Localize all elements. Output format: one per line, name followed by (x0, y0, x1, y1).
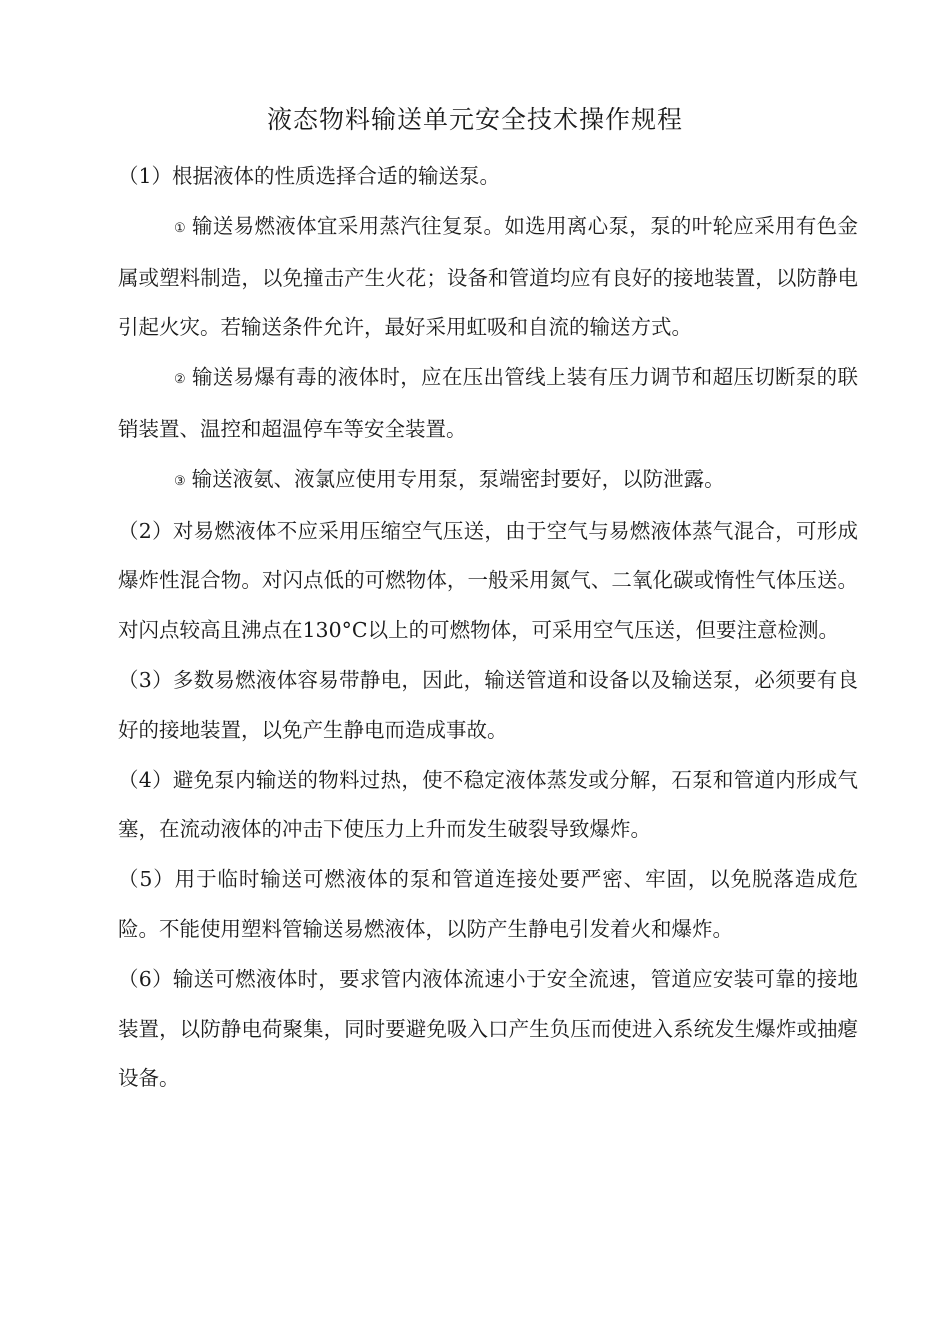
paragraph-4 (118, 756, 858, 856)
circled-number-marker: ① (174, 220, 186, 236)
paragraph-text: （5）用于临时输送可燃液体的泵和管道连接处要严密、牢固，以免脱落造成危险。不能使用塑料管输送易燃液体，以防产生静电引发着火和爆炸。 (118, 867, 858, 941)
document-title: 液态物料输送单元安全技术操作规程 (266, 105, 683, 134)
paragraph-2 (118, 507, 858, 656)
paragraph-1 (118, 152, 858, 202)
paragraph-text: （2）对易燃液体不应采用压缩空气压送，由于空气与易燃液体蒸气混合，可形成爆炸性混合物。对闪点低的可燃物体，一般采用氮气、二氧化碳或惰性气体压送。对闪点较高且沸点在130°C以上的可燃物体，可采用空气压送，但要注意检测。 (118, 518, 858, 643)
paragraph-text: （6）输送可燃液体时，要求管内液体流速小于安全流速，管道应安装可靠的接地装置，以防静电荷聚集，同时要避免吸入口产生负压而使进入系统发生爆炸或抽瘪设备。 (118, 966, 858, 1091)
document-body (118, 152, 858, 1104)
sub-item-2 (118, 353, 858, 455)
paragraph-text: （3）多数易燃液体容易带静电，因此，输送管道和设备以及输送泵，必须要有良好的接地装置，以免产生静电而造成事故。 (118, 667, 858, 742)
sub-item-text: 输送易爆有毒的液体时，应在压出管线上装有压力调节和超压切断泵的联销装置、温控和超温停车等安全装置。 (118, 365, 859, 441)
sub-item-3 (118, 455, 858, 507)
paragraph-5 (118, 855, 858, 955)
paragraph-text: （4）避免泵内输送的物料过热，使不稳定液体蒸发或分解，石泵和管道内形成气塞，在流动液体的冲击下使压力上升而发生破裂导致爆炸。 (118, 767, 858, 842)
sub-item-1 (118, 202, 858, 353)
paragraph-text: （1）根据液体的性质选择合适的输送泵。 (118, 164, 501, 188)
sub-item-text: 输送液氨、液氯应使用专用泵，泵端密封要好，以防泄露。 (191, 466, 725, 491)
circled-number-marker: ② (174, 372, 186, 388)
circled-number-marker: ③ (174, 473, 186, 489)
sub-item-text: 输送易燃液体宜采用蒸汽往复泵。如选用离心泵，泵的叶轮应采用有色金属或塑料制造，以免撞击产生火花；设备和管道均应有良好的接地装置，以防静电引起火灾。若输送条件允许，最好采用虹吸和自流的输送方式。 (118, 213, 859, 340)
paragraph-3 (118, 656, 858, 756)
paragraph-6 (118, 955, 858, 1104)
